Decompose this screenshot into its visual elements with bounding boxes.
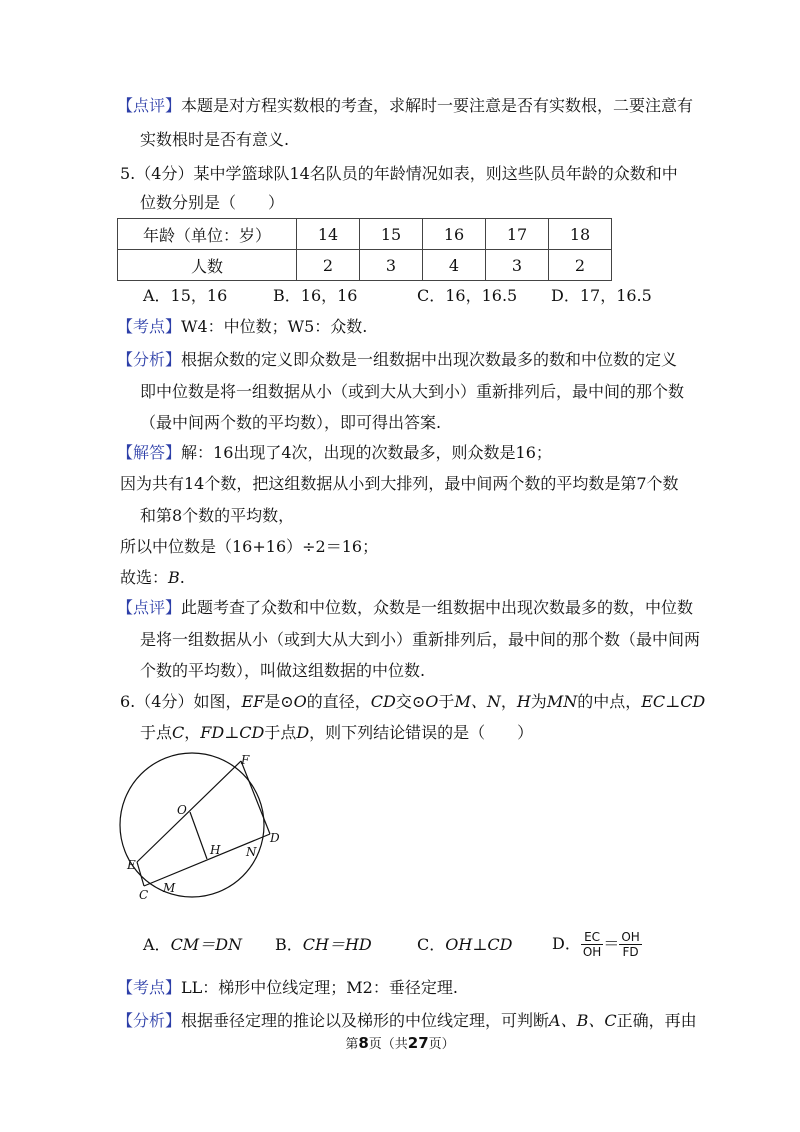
table-header-cell: 年龄（单位：岁） <box>118 219 297 250</box>
equals-sign: ＝ <box>603 934 620 953</box>
stem-var: FD⊥CD <box>200 723 265 742</box>
diameter-ef <box>137 761 241 862</box>
label-m: M <box>163 881 176 895</box>
option-c: C．16，16.5 <box>417 286 518 305</box>
circle-o <box>120 753 264 897</box>
page-total: 27 <box>407 1034 429 1052</box>
review-text: 此题考查了众数和中位数，众数是一组数据中出现次数最多的数，中位数 <box>181 598 694 617</box>
stem-text: 是⊙ <box>264 692 294 711</box>
q6-option-d <box>552 929 642 959</box>
segment-fd <box>241 761 270 834</box>
geometry-figure <box>110 748 290 908</box>
label-n: N <box>246 845 257 859</box>
stem-var: CD <box>370 692 396 711</box>
table-cell: 3 <box>486 250 549 281</box>
fenxi-text-line3: （最中间两个数的平均数），即可得出答案. <box>140 413 442 432</box>
fraction-oh-fd <box>619 930 641 959</box>
label-f: F <box>241 753 250 767</box>
option-text: OH⊥CD <box>445 935 513 954</box>
stem-var: O <box>425 692 439 711</box>
table-cell: 2 <box>549 250 612 281</box>
label-e: E <box>127 858 136 872</box>
option-label: A． <box>143 935 171 954</box>
stem-var: M、N <box>454 692 501 711</box>
answer-prefix: 故选： <box>120 568 169 587</box>
question-5-stem: 5.（4分）某中学篮球队14名队员的年龄情况如表，则这些队员年龄的众数和中 <box>120 164 678 183</box>
label-d: D <box>270 831 280 845</box>
label-o: O <box>177 803 187 817</box>
fenxi-paragraph <box>117 349 677 371</box>
table-row <box>118 250 612 281</box>
page-footer <box>0 1033 800 1052</box>
stem-var: O <box>293 692 307 711</box>
stem-text: 为 <box>530 692 547 711</box>
table-cell: 3 <box>360 250 423 281</box>
answer-letter: B <box>168 568 180 587</box>
kaodian-tag: 【考点】 <box>117 978 182 997</box>
q6-option-b <box>275 934 372 956</box>
label-h: H <box>210 843 221 857</box>
answer-suffix: . <box>179 568 185 587</box>
review-text-line3: 个数的平均数），叫做这组数据的中位数. <box>140 661 426 680</box>
jieda-text: 解：16出现了4次，出现的次数最多，则众数是16； <box>181 443 552 462</box>
fenxi-text: 正确，再由 <box>616 1011 697 1030</box>
footer-text: 第 <box>345 1037 359 1052</box>
fraction-ec-oh <box>581 930 603 959</box>
stem-var: MN <box>546 692 578 711</box>
kaodian-text: LL：梯形中位线定理；M2：垂径定理. <box>181 978 458 997</box>
jieda-paragraph <box>117 442 552 464</box>
stem-text: 的直径， <box>306 692 371 711</box>
option-label: D． <box>552 934 581 953</box>
kaodian-paragraph <box>117 316 367 338</box>
q6-kaodian-paragraph <box>117 977 458 999</box>
question-6-stem-line2 <box>140 722 533 744</box>
q6-fenxi-paragraph <box>117 1010 697 1032</box>
review-paragraph-q5 <box>117 597 693 619</box>
review-tag: 【点评】 <box>117 96 182 115</box>
table-cell: 4 <box>423 250 486 281</box>
q6-option-c <box>417 934 512 956</box>
kaodian-tag: 【考点】 <box>117 317 182 336</box>
table-cell: 17 <box>486 219 549 250</box>
question-5-stem-line2: 位数分别是（ ） <box>140 193 285 212</box>
stem-var: D <box>296 723 310 742</box>
kaodian-text: W4：中位数；W5：众数. <box>181 317 368 336</box>
table-cell: 2 <box>297 250 360 281</box>
stem-var: C <box>172 723 185 742</box>
segment-ec <box>137 862 144 886</box>
option-label: C． <box>417 935 446 954</box>
segment-oh <box>190 812 207 859</box>
age-table <box>117 218 612 281</box>
table-cell: 18 <box>549 219 612 250</box>
stem-var: H <box>516 692 531 711</box>
stem-text: 的中点， <box>577 692 642 711</box>
footer-text: 页（共 <box>368 1037 408 1052</box>
stem-var: EF <box>241 692 265 711</box>
jieda-tag: 【解答】 <box>117 443 182 462</box>
stem-text: 于 <box>438 692 455 711</box>
line-cd <box>144 834 270 886</box>
stem-text: ，则下列结论错误的是（ ） <box>309 723 534 742</box>
fraction-denominator: OH <box>582 945 602 959</box>
stem-text: 6.（4分）如图， <box>120 692 242 711</box>
option-d: D．17，16.5 <box>551 286 652 305</box>
fenxi-text: 根据众数的定义即众数是一组数据中出现次数最多的数和中位数的定义 <box>181 350 678 369</box>
review-paragraph <box>117 95 693 117</box>
page-number: 8 <box>358 1034 369 1052</box>
table-header-cell: 人数 <box>118 250 297 281</box>
review-tag: 【点评】 <box>117 598 182 617</box>
label-c: C <box>139 888 149 902</box>
fraction-numerator: EC <box>581 930 603 945</box>
table-row <box>118 219 612 250</box>
stem-text: 于点 <box>264 723 297 742</box>
stem-text: ， <box>500 692 517 711</box>
fraction-numerator: OH <box>621 930 640 944</box>
review-text: 本题是对方程实数根的考查，求解时一要注意是否有实数根，二要注意有 <box>181 96 694 115</box>
table-cell: 14 <box>297 219 360 250</box>
q6-option-a <box>143 934 242 956</box>
review-text-line2: 实数根时是否有意义. <box>140 130 290 149</box>
fenxi-tag: 【分析】 <box>117 1011 182 1030</box>
stem-text: 于点 <box>140 723 173 742</box>
jieda-text-line3: 和第8个数的平均数， <box>140 506 295 525</box>
stem-var: EC⊥CD <box>641 692 706 711</box>
fraction-denominator: FD <box>622 945 639 959</box>
fenxi-var: A、B、C <box>549 1011 617 1030</box>
fenxi-text: 根据垂径定理的推论以及梯形的中位线定理，可判断 <box>181 1011 550 1030</box>
option-text: CH＝HD <box>302 935 372 954</box>
footer-text: 页） <box>428 1037 455 1052</box>
stem-text: 交⊙ <box>395 692 426 711</box>
option-label: B． <box>275 935 303 954</box>
fenxi-text-line2: 即中位数是将一组数据从小（或到大从大到小）重新排列后，最中间的那个数 <box>140 382 685 401</box>
table-cell: 15 <box>360 219 423 250</box>
question-6-stem <box>120 691 705 713</box>
jieda-answer <box>120 567 185 589</box>
table-cell: 16 <box>423 219 486 250</box>
option-b: B．16，16 <box>273 286 358 305</box>
review-text-line2: 是将一组数据从小（或到大从大到小）重新排列后，最中间的那个数（最中间两 <box>140 630 701 649</box>
jieda-text-line2: 因为共有14个数，把这组数据从小到大排列，最中间两个数的平均数是第7个数 <box>120 474 679 493</box>
fenxi-tag: 【分析】 <box>117 350 182 369</box>
option-text: CM＝DN <box>170 935 243 954</box>
jieda-text-line4: 所以中位数是（16+16）÷2＝16； <box>120 537 379 556</box>
stem-text: ， <box>184 723 201 742</box>
option-a: A．15，16 <box>143 286 228 305</box>
